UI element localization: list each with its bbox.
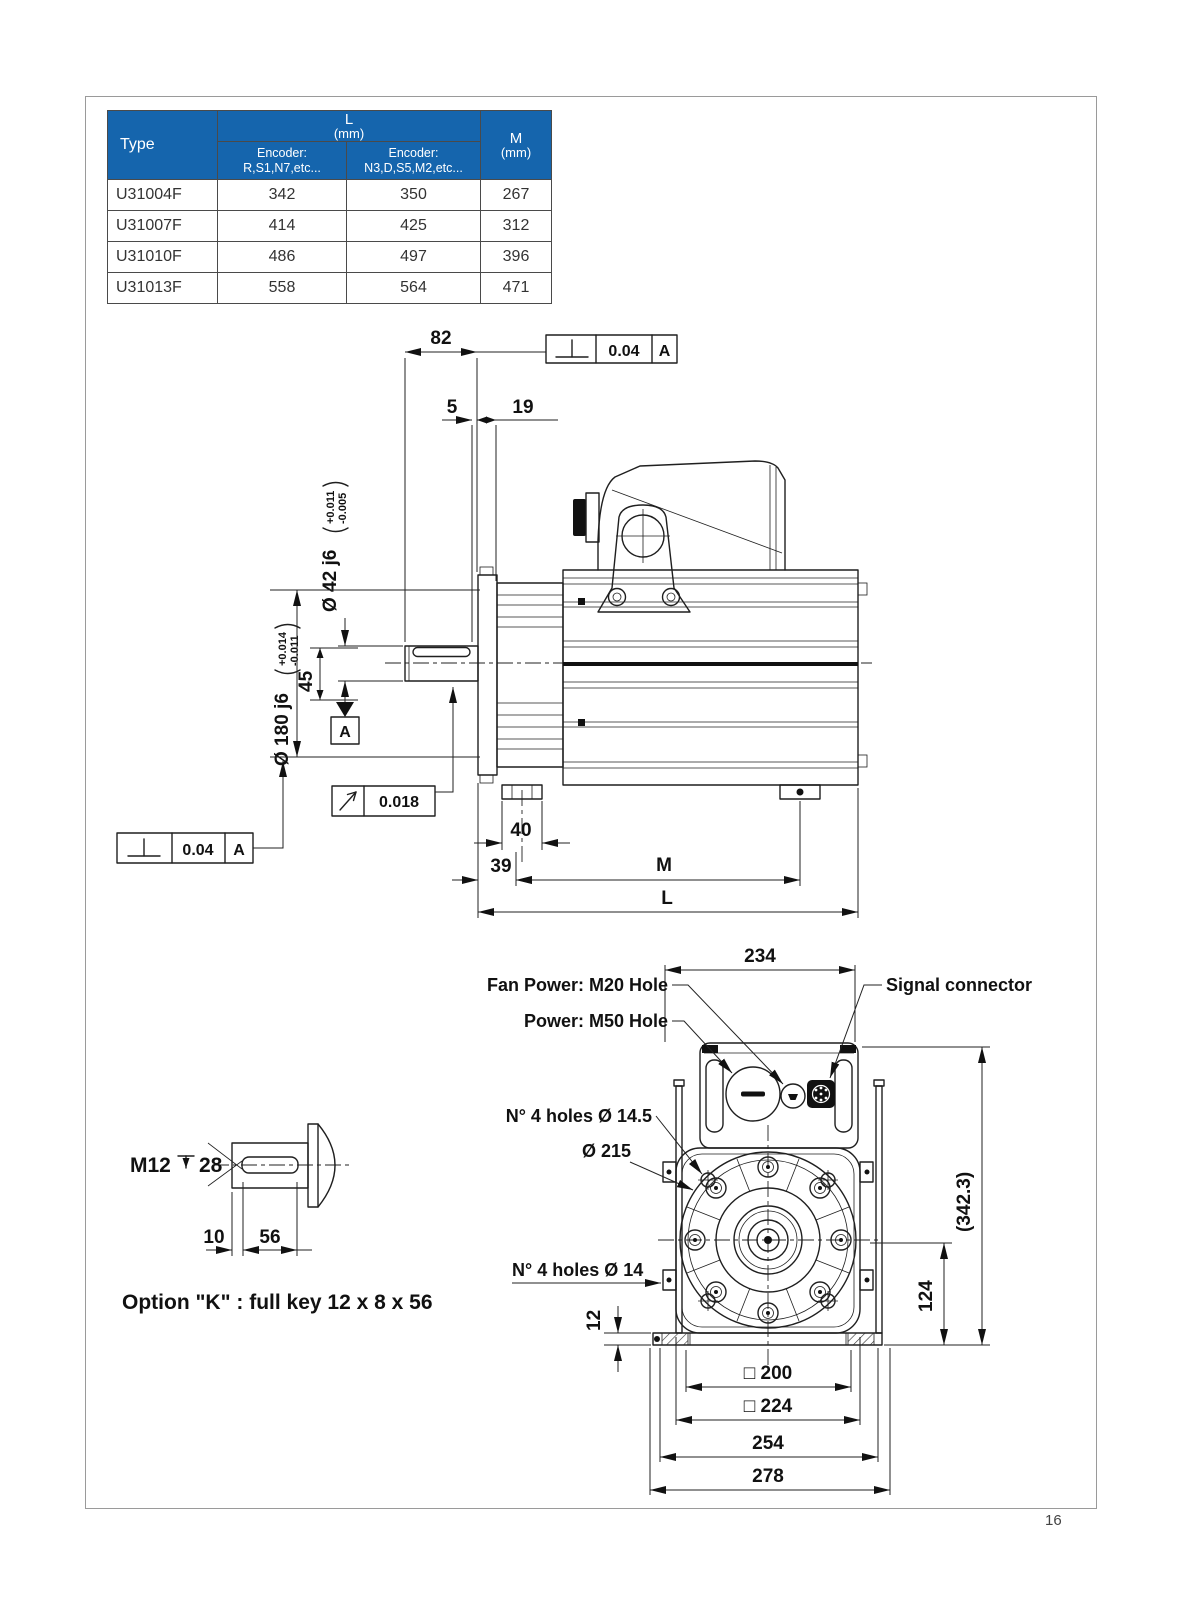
holes-14-5-label: N° 4 holes Ø 14.5 bbox=[505, 1106, 652, 1126]
fcf-perpendicularity-top bbox=[546, 335, 677, 363]
cell-m: 396 bbox=[481, 242, 552, 273]
fcf-top-tolerance: 0.04 bbox=[608, 343, 640, 360]
cell-type: U31007F bbox=[108, 211, 218, 242]
side-view bbox=[117, 328, 872, 918]
motor-shaft bbox=[405, 646, 478, 681]
dim-40-label: 40 bbox=[510, 820, 532, 841]
dim-10-label: 10 bbox=[203, 1227, 225, 1248]
cell-m: 471 bbox=[481, 273, 552, 304]
dim-278-label: 278 bbox=[752, 1466, 784, 1487]
perpendicularity-icon bbox=[556, 340, 588, 357]
front-view bbox=[487, 946, 1032, 1495]
key-detail bbox=[122, 1124, 433, 1314]
dim-45-label: 45 bbox=[296, 670, 317, 692]
option-k-note: Option "K" : full key 12 x 8 x 56 bbox=[122, 1291, 433, 1314]
table-header-m: M (mm) bbox=[481, 111, 552, 180]
table-header-encoder2: Encoder: N3,D,S5,M2,etc... bbox=[347, 142, 481, 180]
cell-l2: 350 bbox=[347, 180, 481, 211]
cell-l2: 497 bbox=[347, 242, 481, 273]
cell-type: U31004F bbox=[108, 180, 218, 211]
dim-12-label: 12 bbox=[584, 1309, 605, 1331]
dim-224-label: □ 224 bbox=[743, 1396, 793, 1417]
dim-342-label: (342.3) bbox=[954, 1171, 975, 1232]
paren-close bbox=[275, 625, 300, 629]
cell-l1: 342 bbox=[218, 180, 347, 211]
dim-124-label: 124 bbox=[916, 1280, 937, 1312]
spigot-tol-upper: +0.014 bbox=[277, 632, 289, 666]
fcf-perpendicularity-left bbox=[117, 761, 283, 863]
holes-14-label: N° 4 holes Ø 14 bbox=[512, 1260, 644, 1280]
dim-254-label: 254 bbox=[752, 1433, 784, 1454]
paren-open bbox=[323, 528, 348, 532]
dim-39-label: 39 bbox=[490, 856, 512, 877]
shaft-diameter-label: Ø 42 j6 bbox=[320, 549, 341, 612]
terminal-box-side bbox=[598, 461, 785, 570]
signal-connector-label: Signal connector bbox=[886, 975, 1033, 995]
dim-5-label: 5 bbox=[446, 397, 458, 418]
runout-icon bbox=[340, 792, 356, 810]
dim-56-label: 56 bbox=[259, 1227, 281, 1248]
spigot-diameter-label: Ø 180 j6 bbox=[272, 693, 293, 766]
shaft-keyway bbox=[413, 648, 470, 657]
dim-19-label: 19 bbox=[512, 397, 534, 418]
paren-close bbox=[323, 483, 348, 487]
depth-symbol-icon bbox=[178, 1156, 194, 1168]
lifting-bracket bbox=[598, 505, 690, 612]
fan-power-label: Fan Power: M20 Hole bbox=[486, 975, 668, 995]
depth-value: 28 bbox=[199, 1154, 223, 1177]
table-header-l: L (mm) bbox=[218, 111, 481, 142]
key-shaft bbox=[232, 1143, 308, 1188]
front-housing bbox=[497, 583, 563, 767]
spigot-tol-lower: -0.011 bbox=[289, 635, 301, 666]
shaft-tol-upper: +0.011 bbox=[325, 490, 337, 524]
cell-m: 267 bbox=[481, 180, 552, 211]
mounting-flange bbox=[478, 575, 497, 775]
dim-82-label: 82 bbox=[430, 328, 452, 349]
cell-type: U31013F bbox=[108, 273, 218, 304]
table-header-encoder1: Encoder: R,S1,N7,etc... bbox=[218, 142, 347, 180]
datum-a bbox=[331, 702, 359, 744]
cell-l1: 558 bbox=[218, 273, 347, 304]
signal-connector bbox=[807, 1080, 835, 1108]
shaft-diameter-callout bbox=[320, 483, 349, 613]
datum-triangle-icon bbox=[336, 702, 354, 717]
side-connector bbox=[573, 499, 586, 536]
shaft-tol-lower: -0.005 bbox=[337, 492, 349, 524]
dim-l-label: L bbox=[661, 888, 673, 909]
fcf-left-datum: A bbox=[233, 842, 245, 859]
dim-200-label: □ 200 bbox=[743, 1363, 793, 1384]
thread-label: M12 bbox=[130, 1154, 171, 1177]
cell-l1: 414 bbox=[218, 211, 347, 242]
runout-value: 0.018 bbox=[378, 794, 420, 811]
dim-m-label: M bbox=[656, 855, 672, 876]
dim-215-label: Ø 215 bbox=[582, 1141, 632, 1161]
fcf-top-datum: A bbox=[658, 343, 671, 360]
cooling-fins bbox=[563, 578, 858, 768]
dim-234-label: 234 bbox=[744, 946, 776, 967]
cell-m: 312 bbox=[481, 211, 552, 242]
cell-l1: 486 bbox=[218, 242, 347, 273]
page-number: 16 bbox=[1045, 1512, 1062, 1529]
fcf-left-tolerance: 0.04 bbox=[182, 842, 214, 859]
shaft-end-cap bbox=[318, 1124, 335, 1207]
tie-rod-right bbox=[876, 1086, 882, 1333]
cell-l2: 564 bbox=[347, 273, 481, 304]
power-label: Power: M50 Hole bbox=[523, 1011, 668, 1031]
table-header-type: Type bbox=[108, 111, 218, 180]
cell-type: U31010F bbox=[108, 242, 218, 273]
tie-rod-left bbox=[676, 1086, 682, 1333]
perpendicularity-icon bbox=[128, 839, 160, 856]
datum-a-label: A bbox=[339, 724, 351, 741]
cell-l2: 425 bbox=[347, 211, 481, 242]
